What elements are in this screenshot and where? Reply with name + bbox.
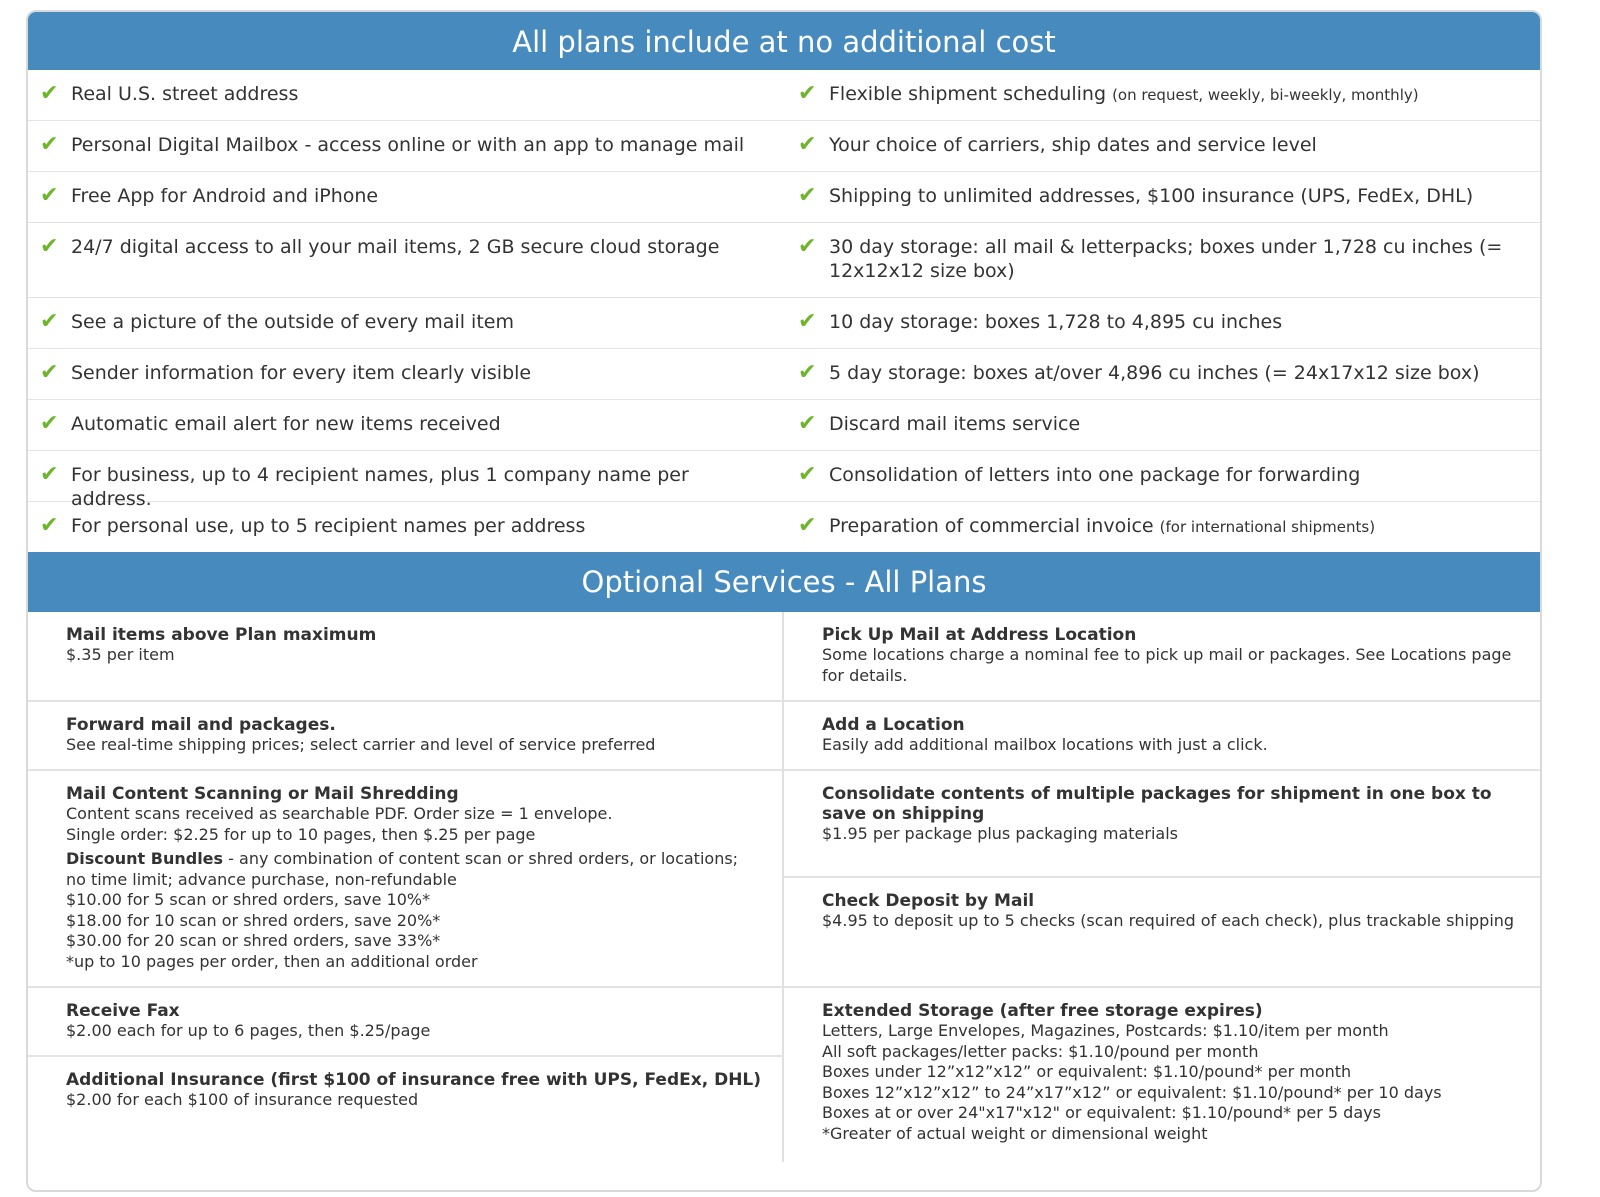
feature-label: Free App for Android and iPhone <box>71 185 379 207</box>
feature-text <box>829 463 1360 487</box>
service-detail: Boxes at or over 24"x17"x12" or equivalent: $1.10/pound* per 5 days <box>822 1103 1381 1122</box>
feature-text <box>71 412 501 436</box>
checkmark-icon: ✔ <box>40 81 59 106</box>
checkmark-icon: ✔ <box>40 360 59 385</box>
feature-text <box>71 361 531 385</box>
service-detail: $1.95 per package plus packaging materials <box>822 824 1178 843</box>
checkmark-icon: ✔ <box>40 309 59 334</box>
optional-left-column <box>28 612 784 1162</box>
service-detail: $2.00 each for up to 6 pages, then $.25/page <box>66 1021 431 1040</box>
service-title: Pick Up Mail at Address Location <box>822 625 1137 645</box>
bundle-line: $30.00 for 20 scan or shred orders, save 33%* <box>66 931 441 950</box>
checkmark-icon: ✔ <box>798 462 817 487</box>
included-row <box>28 502 1540 552</box>
included-feature <box>784 400 1540 450</box>
service-detail: $.35 per item <box>66 645 175 664</box>
included-feature <box>28 70 784 120</box>
optional-right-column <box>784 612 1540 1162</box>
service-title: Forward mail and packages. <box>66 715 336 735</box>
included-list <box>28 70 1540 552</box>
feature-text <box>829 514 1375 539</box>
included-feature <box>784 70 1540 120</box>
feature-text <box>71 82 298 106</box>
included-feature <box>784 121 1540 171</box>
feature-label: Discard mail items service <box>829 413 1081 435</box>
included-feature <box>784 223 1540 297</box>
feature-label: 24/7 digital access to all your mail items, 2 GB secure cloud storage <box>71 236 720 258</box>
service-title: Check Deposit by Mail <box>822 891 1035 911</box>
included-feature <box>784 349 1540 399</box>
feature-label: Preparation of commercial invoice <box>829 515 1154 537</box>
feature-text <box>71 310 514 334</box>
feature-label: Shipping to unlimited addresses, $100 insurance (UPS, FedEx, DHL) <box>829 185 1474 207</box>
included-feature <box>28 223 784 297</box>
checkmark-icon: ✔ <box>40 234 59 259</box>
service-extended-storage <box>784 988 1540 1162</box>
feature-label: 5 day storage: boxes at/over 4,896 cu inches (= 24x17x12 size box) <box>829 362 1480 384</box>
service-title: Mail Content Scanning or Mail Shredding <box>66 784 459 804</box>
plans-card <box>26 10 1542 1192</box>
service-title: Consolidate contents of multiple packages for shipment in one box to save on shipping <box>822 784 1492 824</box>
feature-label: Consolidation of letters into one package for forwarding <box>829 464 1361 486</box>
bundle-line: *up to 10 pages per order, then an additional order <box>66 951 478 971</box>
service-insurance <box>28 1057 782 1162</box>
feature-label: Automatic email alert for new items received <box>71 413 501 435</box>
checkmark-icon: ✔ <box>40 462 59 487</box>
checkmark-icon: ✔ <box>798 309 817 334</box>
checkmark-icon: ✔ <box>40 513 59 538</box>
service-consolidate <box>784 771 1540 878</box>
service-detail: *Greater of actual weight or dimensional weight <box>822 1123 1208 1143</box>
included-row <box>28 400 1540 451</box>
included-feature <box>28 400 784 450</box>
checkmark-icon: ✔ <box>798 81 817 106</box>
service-pickup <box>784 612 1540 702</box>
checkmark-icon: ✔ <box>40 411 59 436</box>
feature-text <box>829 235 1530 283</box>
discount-bundles-text: - any combination of content scan or shred orders, or locations; no time limit; advance purchase, non-refundable <box>66 849 739 889</box>
optional-services <box>28 612 1540 1162</box>
feature-text <box>71 514 585 538</box>
checkmark-icon: ✔ <box>798 513 817 538</box>
checkmark-icon: ✔ <box>40 132 59 157</box>
feature-text <box>829 184 1473 208</box>
service-detail: Easily add additional mailbox locations with just a click. <box>822 735 1268 754</box>
included-feature <box>784 172 1540 222</box>
included-feature <box>28 451 784 510</box>
service-detail: Content scans received as searchable PDF. Order size = 1 envelope. <box>66 804 613 823</box>
service-detail: Some locations charge a nominal fee to pick up mail or packages. See Locations page for details. <box>822 645 1512 685</box>
feature-label: For business, up to 4 recipient names, plus 1 company name per address. <box>71 464 689 510</box>
included-row <box>28 70 1540 121</box>
feature-text <box>829 133 1317 157</box>
service-fax <box>28 988 782 1057</box>
service-above-max <box>28 612 782 702</box>
included-feature <box>784 451 1540 501</box>
discount-bundles-label: Discount Bundles <box>66 849 224 868</box>
optional-header: Optional Services - All Plans <box>28 552 1540 612</box>
feature-label: Flexible shipment scheduling <box>829 83 1107 105</box>
included-feature <box>28 172 784 222</box>
bundle-line: $10.00 for 5 scan or shred orders, save 10%* <box>66 890 431 909</box>
feature-text <box>829 82 1419 107</box>
service-detail: See real-time shipping prices; select carrier and level of service preferred <box>66 735 656 754</box>
checkmark-icon: ✔ <box>798 132 817 157</box>
included-row <box>28 121 1540 172</box>
feature-text <box>829 361 1480 385</box>
service-detail: $2.00 for each $100 of insurance requested <box>66 1090 419 1109</box>
service-detail: Boxes 12”x12”x12” to 24”x17”x12” or equivalent: $1.10/pound* per 10 days <box>822 1082 1442 1102</box>
service-title: Mail items above Plan maximum <box>66 625 377 645</box>
feature-text <box>71 184 378 208</box>
included-row <box>28 451 1540 510</box>
feature-label: For personal use, up to 5 recipient names per address <box>71 515 586 537</box>
feature-label: 10 day storage: boxes 1,728 to 4,895 cu inches <box>829 311 1283 333</box>
included-feature <box>28 121 784 171</box>
feature-label: See a picture of the outside of every mail item <box>71 311 514 333</box>
service-detail: Boxes under 12”x12”x12” or equivalent: $1.10/pound* per month <box>822 1062 1352 1081</box>
discount-bundles <box>66 849 762 890</box>
feature-note: (for international shipments) <box>1159 518 1376 536</box>
checkmark-icon: ✔ <box>40 183 59 208</box>
feature-label: Sender information for every item clearly visible <box>71 362 532 384</box>
included-header: All plans include at no additional cost <box>28 12 1540 70</box>
service-add-location <box>784 702 1540 771</box>
included-feature <box>28 298 784 348</box>
included-feature <box>28 502 784 552</box>
service-title: Receive Fax <box>66 1001 180 1021</box>
feature-label: Personal Digital Mailbox - access online or with an app to manage mail <box>71 134 745 156</box>
service-detail: Letters, Large Envelopes, Magazines, Postcards: $1.10/item per month <box>822 1021 1389 1040</box>
included-row <box>28 298 1540 349</box>
checkmark-icon: ✔ <box>798 360 817 385</box>
service-forward <box>28 702 782 771</box>
service-title: Extended Storage (after free storage expires) <box>822 1001 1263 1021</box>
service-detail: Single order: $2.25 for up to 10 pages, then $.25 per page <box>66 824 536 844</box>
service-check-deposit <box>784 878 1540 988</box>
bundle-line: $18.00 for 10 scan or shred orders, save 20%* <box>66 910 441 930</box>
included-feature <box>28 349 784 399</box>
service-scanning <box>28 771 782 988</box>
service-detail: All soft packages/letter packs: $1.10/pound per month <box>822 1041 1259 1061</box>
included-row <box>28 223 1540 298</box>
feature-text <box>829 310 1282 334</box>
service-detail: $4.95 to deposit up to 5 checks (scan required of each check), plus trackable shipping <box>822 911 1515 930</box>
feature-text <box>829 412 1080 436</box>
feature-text <box>71 133 744 157</box>
feature-label: Your choice of carriers, ship dates and service level <box>829 134 1317 156</box>
service-title: Add a Location <box>822 715 965 735</box>
included-feature <box>784 298 1540 348</box>
checkmark-icon: ✔ <box>798 234 817 259</box>
included-feature <box>784 502 1540 552</box>
included-row <box>28 349 1540 400</box>
checkmark-icon: ✔ <box>798 411 817 436</box>
included-row <box>28 172 1540 223</box>
service-title: Additional Insurance (first $100 of insurance free with UPS, FedEx, DHL) <box>66 1070 762 1090</box>
feature-text <box>71 235 719 259</box>
checkmark-icon: ✔ <box>798 183 817 208</box>
feature-label: 30 day storage: all mail & letterpacks; boxes under 1,728 cu inches (= 12x12x12 size box) <box>829 236 1503 282</box>
feature-note: (on request, weekly, bi-weekly, monthly) <box>1112 86 1419 104</box>
feature-label: Real U.S. street address <box>71 83 299 105</box>
